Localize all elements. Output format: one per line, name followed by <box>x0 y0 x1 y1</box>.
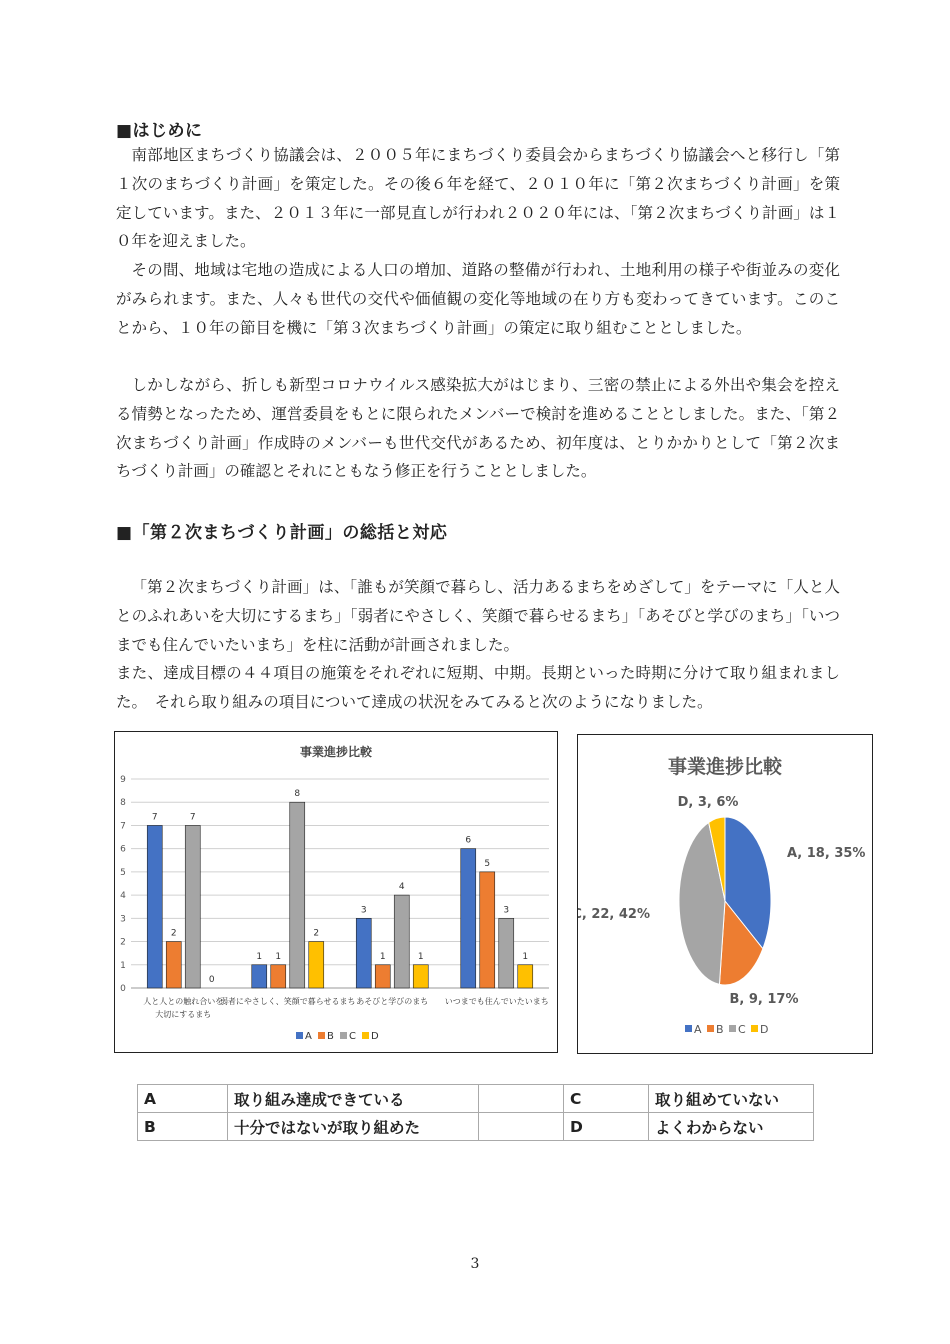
section-heading-review: ■「第２次まちづくり計画」の総括と対応 <box>116 523 448 543</box>
legend-label: A <box>694 1023 702 1036</box>
bar-b <box>166 942 181 988</box>
legend-swatch-a <box>296 1032 303 1039</box>
bar-c <box>394 895 409 988</box>
bar-b <box>480 872 495 988</box>
x-category-label: いつまでも住んでいたいまち <box>444 997 549 1006</box>
review-paragraph-1: 「第２次まちづくり計画」は、「誰もが笑顔で暮らし、活力あるまちをめざして」をテーマに「人と人とのふれあいを大切にするまち」「弱者にやさしく、笑顔で暮らせるまち」「あそびと学びのまち」「いつまでも住んでいたいまち」を柱に活動が計画されました。 <box>116 578 840 654</box>
legend-key-a: A <box>138 1085 228 1113</box>
bar-c <box>185 825 200 988</box>
legend-swatch-b <box>707 1025 714 1032</box>
legend-key-d: D <box>564 1113 649 1141</box>
chart-title: 事業進捗比較 <box>667 756 783 778</box>
legend-desc-d: よくわからない <box>649 1113 814 1141</box>
bar-a <box>147 825 162 988</box>
page-number: 3 <box>470 1256 480 1272</box>
legend-swatch-c <box>340 1032 347 1039</box>
bar-value-label: 1 <box>522 951 529 962</box>
bar-value-label: 5 <box>484 858 491 869</box>
pie-data-label: B, 9, 17% <box>729 992 799 1007</box>
bar-value-label: 1 <box>379 951 386 962</box>
y-tick-label: 7 <box>120 821 126 832</box>
x-category-label: 弱者にやさしく、笑顔で暮らせるまち <box>219 997 356 1006</box>
bar-a <box>252 965 267 988</box>
bar-value-label: 3 <box>503 905 510 916</box>
bar-value-label: 7 <box>151 812 158 823</box>
legend-swatch-c <box>729 1025 736 1032</box>
legend-swatch-b <box>318 1032 325 1039</box>
bar-value-label: 1 <box>275 951 282 962</box>
y-tick-label: 4 <box>120 891 126 902</box>
legend-label: B <box>716 1023 724 1036</box>
pie-data-label: D, 3, 6% <box>677 795 739 810</box>
bar-d <box>309 942 324 988</box>
pie-data-label: A, 18, 35% <box>787 846 866 861</box>
legend-label: C <box>738 1023 746 1036</box>
legend-swatch-d <box>751 1025 758 1032</box>
bar-value-label: 4 <box>398 882 405 893</box>
intro-paragraph-1: 南部地区まちづくり協議会は、２００５年にまちづくり委員会からまちづくり協議会へと移行し「第１次のまちづくり計画」を策定した。その後６年を経て、２０１０年に「第２次まちづくり計画」を策定しています。また、２０１３年に一部見直しが行われ２０２０年には、「第２次まちづくり計画」は１０年を迎えました。 <box>116 146 840 251</box>
legend-label: D <box>371 1031 379 1042</box>
bar-value-label: 1 <box>417 951 424 962</box>
bar-chart <box>115 732 557 1052</box>
y-tick-label: 5 <box>120 867 126 878</box>
legend-swatch-d <box>362 1032 369 1039</box>
bar-value-label: 6 <box>465 835 472 846</box>
bar-a <box>356 918 371 988</box>
legend-empty-cell <box>479 1113 564 1141</box>
legend-swatch-a <box>685 1025 692 1032</box>
y-tick-label: 1 <box>120 960 126 971</box>
y-tick-label: 3 <box>120 914 126 925</box>
legend-label: C <box>349 1031 356 1042</box>
x-category-label: 大切にするまち <box>155 1010 212 1019</box>
legend-key-b: B <box>138 1113 228 1141</box>
legend-desc-b: 十分ではないが取り組めた <box>228 1113 479 1141</box>
y-tick-label: 2 <box>120 937 126 948</box>
bar-value-label: 1 <box>256 951 263 962</box>
y-tick-label: 6 <box>120 844 126 855</box>
legend-key-c: C <box>564 1085 649 1113</box>
legend-desc-c: 取り組めていない <box>649 1085 814 1113</box>
bar-value-label: 2 <box>170 928 177 939</box>
intro-paragraph-3: しかしながら、折しも新型コロナウイルス感染拡大がはじまり、三密の禁止による外出や集会を控える情勢となったため、運営委員をもとに限られたメンバーで検討を進めることとしました。また、「第２次まちづくり計画」作成時のメンバーも世代交代があるため、初年度は、とりかかりとして「第２次まちづくり計画」の確認とそれにともなう修正を行うこととしました。 <box>116 376 840 481</box>
bar-value-label: 2 <box>313 928 320 939</box>
x-category-label: あそびと学びのまち <box>356 997 429 1006</box>
bar-d <box>413 965 428 988</box>
y-tick-label: 9 <box>120 775 126 785</box>
bar-c <box>290 802 305 988</box>
bar-c <box>499 918 514 988</box>
bar-d <box>518 965 533 988</box>
bar-value-label: 8 <box>294 789 301 800</box>
status-legend-table <box>137 1084 814 1141</box>
table-row <box>138 1085 814 1113</box>
table-row <box>138 1113 814 1141</box>
bar-a <box>461 849 476 988</box>
pie-chart-panel <box>577 734 873 1054</box>
legend-desc-a: 取り組み達成できている <box>228 1085 479 1113</box>
bar-value-label: 0 <box>208 975 215 985</box>
legend-empty-cell <box>479 1085 564 1113</box>
bar-value-label: 7 <box>189 812 196 823</box>
chart-title: 事業進捗比較 <box>299 745 373 759</box>
intro-paragraph-2: その間、地域は宅地の造成による人口の増加、道路の整備が行われ、土地利用の様子や街並みの変化がみられます。また、人々も世代の交代や価値観の変化等地域の在り方も変わってきています。このことから、１０年の節目を機に「第３次まちづくり計画」の策定に取り組むこととしました。 <box>116 261 840 337</box>
section-heading-intro: ■はじめに <box>116 121 203 141</box>
bar-b <box>271 965 286 988</box>
review-paragraph-2: また、達成目標の４４項目の施策をそれぞれに短期、中期。長期といった時期に分けて取り組まれました。 それら取り組みの項目について達成の状況をみてみると次のようになりました。 <box>116 664 840 711</box>
y-tick-label: 0 <box>120 984 126 994</box>
x-category-label: 人と人との触れ合いを <box>143 997 224 1006</box>
y-tick-label: 8 <box>120 798 126 809</box>
bar-value-label: 3 <box>360 905 367 916</box>
legend-label: D <box>760 1023 769 1036</box>
legend-label: A <box>305 1031 312 1042</box>
legend-label: B <box>327 1031 334 1042</box>
bar-chart-panel <box>114 731 558 1053</box>
pie-chart <box>578 735 872 1053</box>
pie-data-label: C, 22, 42% <box>578 907 650 922</box>
bar-b <box>375 965 390 988</box>
